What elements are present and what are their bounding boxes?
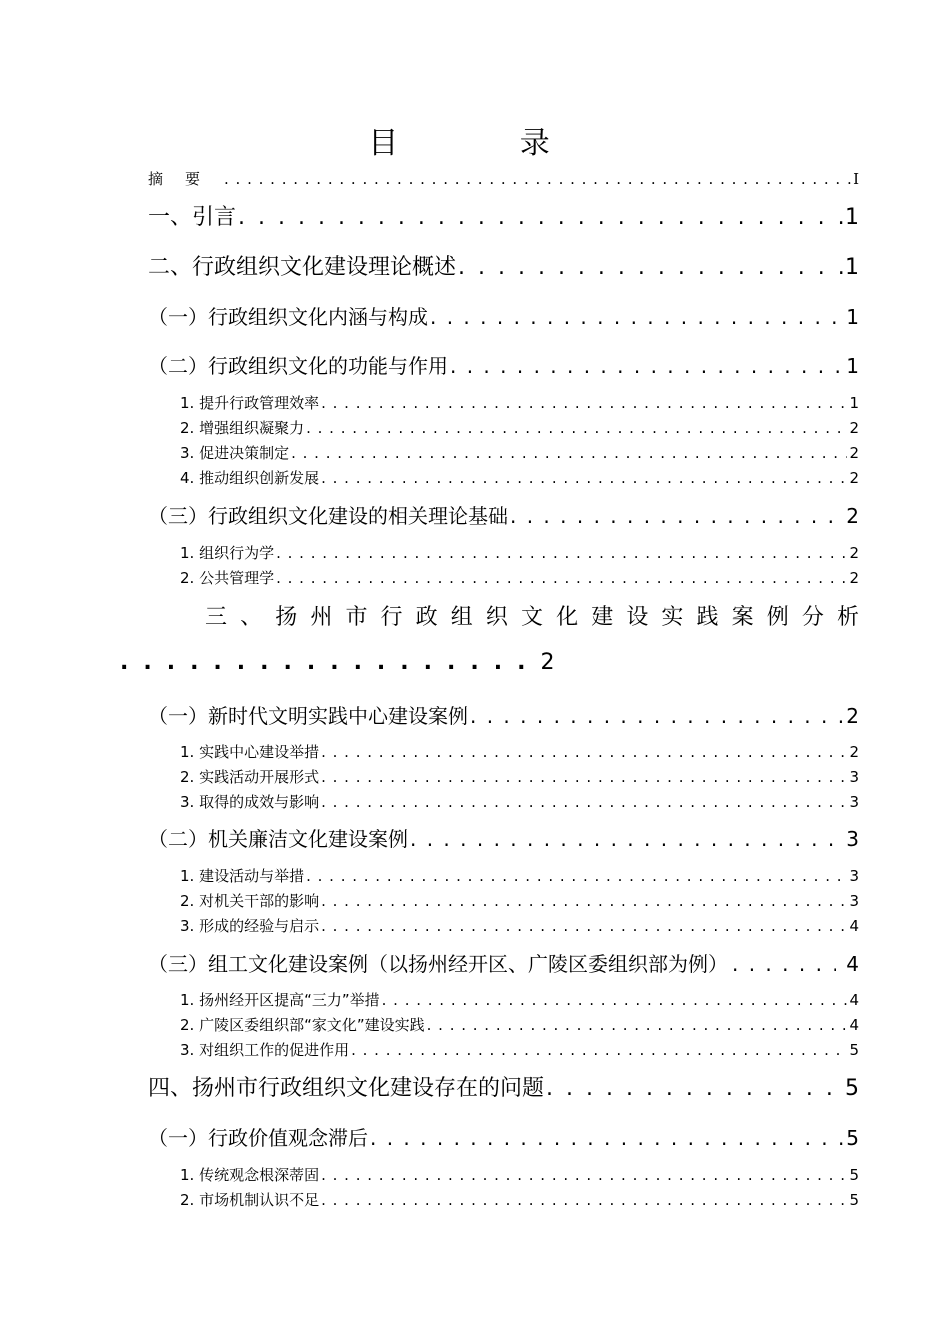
toc-entry-label: 1. 实践中心建设举措: [180, 743, 320, 761]
toc-entry-label: 2. 市场机制认识不足: [180, 1191, 320, 1209]
toc-entry-label: 四、扬州市行政组织文化建设存在的问题: [148, 1076, 545, 1101]
toc-entry-item[interactable]: [180, 741, 859, 761]
toc-entry-label: 1. 传统观念根深蒂固: [180, 1166, 320, 1184]
toc-entry-label: 摘要: [148, 170, 223, 188]
toc-entry-label: 2. 实践活动开展形式: [180, 768, 320, 786]
toc-entry-abstract[interactable]: [148, 168, 859, 188]
dot-leader: [370, 1126, 844, 1150]
dot-leader: [382, 991, 848, 1009]
toc-entry-item[interactable]: [180, 467, 859, 487]
toc-entry-label: （二）行政组织文化的功能与作用: [148, 354, 448, 378]
char: 行: [380, 605, 403, 630]
dot-leader: [321, 768, 847, 786]
dot-leader: [510, 504, 844, 528]
toc-entry-item[interactable]: [180, 989, 859, 1009]
toc-entry-page: 3: [846, 827, 859, 851]
char: 织: [485, 605, 508, 630]
toc-entry-page: 4: [849, 991, 859, 1009]
toc-entry-page: 5: [849, 1191, 859, 1209]
char: 文: [520, 605, 543, 630]
dot-leader: [470, 704, 844, 728]
toc-entry-item[interactable]: [180, 766, 859, 786]
toc-entry-label: 一、引言: [148, 205, 237, 230]
toc-entry-page: 5: [849, 1166, 859, 1184]
toc-entry-page: 4: [849, 917, 859, 935]
toc-entry-page: 3: [849, 892, 859, 910]
toc-entry-page: 1: [846, 354, 859, 378]
toc-entry-page: I: [853, 170, 859, 188]
toc-entry-page: 2: [849, 743, 859, 761]
toc-entry-page: 2: [849, 469, 859, 487]
dot-leader: [321, 1191, 847, 1209]
toc-entry-item[interactable]: [180, 567, 859, 587]
toc-entry-ch4-s1[interactable]: [148, 1122, 859, 1150]
toc-entry-page: 4: [846, 952, 859, 976]
toc-entry-label: 1. 扬州经开区提高“三力”举措: [180, 991, 380, 1009]
toc-entry-label: （三）组工文化建设案例（以扬州经开区、广陵区委组织部为例）: [148, 952, 728, 976]
toc-entry-item[interactable]: [180, 865, 859, 885]
toc-entry-ch3-s3[interactable]: [148, 948, 859, 976]
char: 市: [345, 605, 368, 630]
dot-leader: [546, 1076, 843, 1101]
toc-entry-label: （一）行政价值观念滞后: [148, 1126, 368, 1150]
dot-leader: [306, 867, 847, 885]
toc-entry-item[interactable]: [180, 890, 859, 910]
dot-leader: [732, 952, 836, 976]
toc-entry-label: 3. 对组织工作的促进作用: [180, 1041, 350, 1059]
char: 扬: [275, 605, 298, 630]
toc-entry-ch2-s1[interactable]: [148, 301, 859, 329]
toc-entry-item[interactable]: [180, 1189, 859, 1209]
dot-leader: [430, 305, 844, 329]
toc-entry-label: 1. 提升行政管理效率: [180, 394, 320, 412]
char: 化: [556, 605, 579, 630]
char: 分: [801, 605, 824, 630]
char: 州: [310, 605, 333, 630]
toc-entry-page: 2: [846, 504, 859, 528]
toc-entry-ch3-leader: [120, 650, 554, 675]
dot-leader: [321, 1166, 847, 1184]
toc-entry-page: 3: [849, 768, 859, 786]
toc-entry-label: 2. 公共管理学: [180, 569, 275, 587]
dot-leader: [458, 255, 843, 280]
toc-entry-ch4[interactable]: [148, 1071, 859, 1101]
char: 案: [731, 605, 754, 630]
toc-entry-item[interactable]: [180, 791, 859, 811]
toc-entry-ch1[interactable]: [148, 200, 859, 230]
char: 实: [661, 605, 684, 630]
dot-leader: [321, 793, 847, 811]
dot-leader: [450, 354, 844, 378]
dot-leader: [321, 917, 847, 935]
dot-leader: [410, 827, 844, 851]
toc-entry-ch2[interactable]: [148, 250, 859, 280]
toc-entry-page: 2: [849, 544, 859, 562]
dot-leader: [276, 569, 847, 587]
dot-leader: [427, 1016, 848, 1034]
toc-entry-label: （一）行政组织文化内涵与构成: [148, 305, 428, 329]
toc-entry-page: 1: [845, 255, 859, 280]
toc-entry-page: 1: [845, 205, 859, 230]
char: 践: [696, 605, 719, 630]
toc-entry-page: 1: [846, 305, 859, 329]
toc-entry-item[interactable]: [180, 442, 859, 462]
toc-entry-label: 3. 促进决策制定: [180, 444, 290, 462]
toc-entry-ch2-s2[interactable]: [148, 350, 859, 378]
toc-entry-page: 2: [846, 704, 859, 728]
dot-leader: [224, 170, 851, 188]
toc-entry-label: 二、行政组织文化建设理论概述: [148, 255, 457, 280]
toc-entry-item[interactable]: [180, 1014, 859, 1034]
char: 析: [836, 605, 859, 630]
char: 政: [415, 605, 438, 630]
toc-entry-item[interactable]: [180, 1039, 859, 1059]
toc-entry-page: 2: [849, 444, 859, 462]
toc-entry-item[interactable]: [180, 915, 859, 935]
char: 三: [205, 605, 228, 630]
toc-entry-page: 2: [540, 650, 555, 675]
toc-entry-item[interactable]: [180, 417, 859, 437]
toc-entry-page: 2: [849, 569, 859, 587]
dot-leader: [321, 469, 847, 487]
toc-entry-page: 4: [849, 1016, 859, 1034]
toc-entry-page: 2: [849, 419, 859, 437]
toc-entry-label: 2. 广陵区委组织部“家文化”建设实践: [180, 1016, 425, 1034]
toc-entry-page: 5: [849, 1041, 859, 1059]
char: 、: [240, 605, 263, 630]
dot-leader: [306, 419, 847, 437]
toc-entry-item[interactable]: [180, 1164, 859, 1184]
toc-entry-item[interactable]: [180, 542, 859, 562]
toc-entry-label: 2. 增强组织凝聚力: [180, 419, 305, 437]
toc-entry-label: （二）机关廉洁文化建设案例: [148, 827, 408, 851]
toc-entry-page: 5: [846, 1126, 859, 1150]
toc-entry-item[interactable]: [180, 392, 859, 412]
toc-title: 目 录: [368, 126, 606, 161]
char: 建: [591, 605, 614, 630]
toc-entry-label: 3. 形成的经验与启示: [180, 917, 320, 935]
dot-leader: [291, 444, 847, 462]
dot-leader: [321, 892, 847, 910]
toc-entry-label: （三）行政组织文化建设的相关理论基础: [148, 504, 508, 528]
dot-leader: [321, 743, 847, 761]
toc-entry-ch3-s1[interactable]: [148, 700, 859, 728]
dot-leader: [321, 394, 847, 412]
dot-leader: [238, 205, 843, 230]
dot-leader: ..................: [120, 650, 541, 675]
char: 例: [766, 605, 789, 630]
toc-entry-label: （一）新时代文明实践中心建设案例: [148, 704, 468, 728]
toc-entry-page: 1: [849, 394, 859, 412]
toc-entry-page: 5: [845, 1076, 859, 1101]
toc-entry-label: 1. 组织行为学: [180, 544, 275, 562]
toc-entry-page: 3: [849, 867, 859, 885]
toc-entry-label: 4. 推动组织创新发展: [180, 469, 320, 487]
toc-entry-ch2-s3[interactable]: [148, 500, 859, 528]
toc-entry-page: 3: [849, 793, 859, 811]
char: 组: [450, 605, 473, 630]
dot-leader: [276, 544, 847, 562]
toc-entry-label: 2. 对机关干部的影响: [180, 892, 320, 910]
toc-entry-ch3-label[interactable]: [205, 600, 859, 631]
char: 设: [626, 605, 649, 630]
toc-entry-ch3-s2[interactable]: [148, 823, 859, 851]
toc-entry-label: 1. 建设活动与举措: [180, 867, 305, 885]
toc-entry-label: 3. 取得的成效与影响: [180, 793, 320, 811]
dot-leader: [351, 1041, 847, 1059]
